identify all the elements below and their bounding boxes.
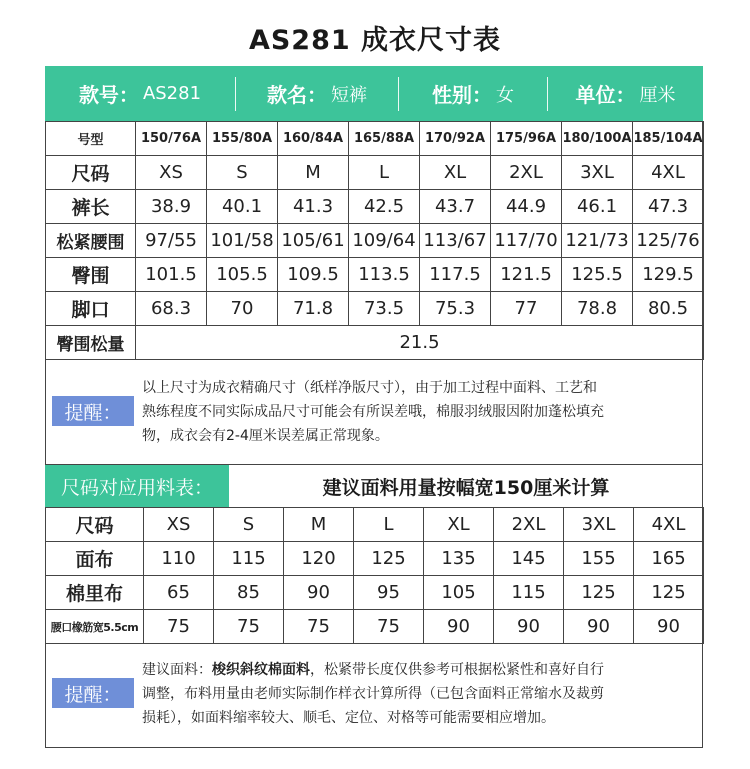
table-cell: 113/67 bbox=[420, 224, 491, 258]
table-cell: 135 bbox=[424, 542, 494, 576]
usage-tag: 尺码对应用料表： bbox=[45, 465, 229, 507]
table-cell: 4XL bbox=[634, 508, 704, 542]
tip-line-rest: ，松紧带长度仅供参考可根据松紧性和喜好自行 bbox=[310, 662, 604, 678]
table-cell: 73.5 bbox=[349, 292, 420, 326]
tip-line: 以上尺寸为成衣精确尺寸（纸样净版尺寸），由于加工过程中面料、工艺和 bbox=[142, 380, 597, 396]
table-cell: 125 bbox=[634, 576, 704, 610]
table-cell: 75 bbox=[144, 610, 214, 644]
tip-pre: 建议面料： bbox=[142, 662, 212, 678]
row-header-size: 尺码 bbox=[46, 508, 144, 542]
table-cell: 70 bbox=[207, 292, 278, 326]
table-cell: 68.3 bbox=[136, 292, 207, 326]
page-title: AS281 成衣尺寸表 bbox=[248, 25, 502, 56]
table-cell: 125 bbox=[354, 542, 424, 576]
table-cell: XL bbox=[420, 156, 491, 190]
gender bbox=[399, 66, 547, 121]
row-header-hem: 脚口 bbox=[46, 292, 136, 326]
style-name bbox=[236, 66, 398, 121]
table-cell: 3XL bbox=[562, 156, 633, 190]
row-header-hip: 臀围 bbox=[46, 258, 136, 292]
table-cell: 97/55 bbox=[136, 224, 207, 258]
unit-label: 单位： bbox=[575, 83, 636, 107]
table-cell: 101/58 bbox=[207, 224, 278, 258]
table-cell: XS bbox=[144, 508, 214, 542]
table-cell: 90 bbox=[424, 610, 494, 644]
table-cell: 121.5 bbox=[491, 258, 562, 292]
table-cell: 175/96A bbox=[491, 122, 562, 156]
table-row bbox=[46, 258, 704, 292]
table-cell: 80.5 bbox=[633, 292, 704, 326]
style-no-value: AS281 bbox=[142, 83, 202, 104]
table-cell: 145 bbox=[494, 542, 564, 576]
table-row bbox=[46, 156, 704, 190]
table-cell: 65 bbox=[144, 576, 214, 610]
table-cell: 105.5 bbox=[207, 258, 278, 292]
table-cell: 160/84A bbox=[278, 122, 349, 156]
row-header-size-code: 号型 bbox=[46, 122, 136, 156]
table-cell: 75 bbox=[354, 610, 424, 644]
usage-table bbox=[45, 507, 704, 644]
table-cell: 90 bbox=[494, 610, 564, 644]
table-cell: 46.1 bbox=[562, 190, 633, 224]
table-cell: 115 bbox=[494, 576, 564, 610]
table-cell: 155/80A bbox=[207, 122, 278, 156]
row-header-fabric: 面布 bbox=[46, 542, 144, 576]
size-table bbox=[45, 121, 704, 360]
tip-text bbox=[142, 658, 698, 730]
unit bbox=[548, 66, 703, 121]
table-cell: M bbox=[284, 508, 354, 542]
table-cell: 185/104A bbox=[633, 122, 704, 156]
tip-line: 熟练程度不同实际成品尺寸可能会有所误差哦，棉服羽绒服因附加蓬松填充 bbox=[142, 404, 604, 420]
table-cell: 3XL bbox=[564, 508, 634, 542]
table-cell: 85 bbox=[214, 576, 284, 610]
tip-line bbox=[142, 658, 698, 682]
row-header-waist-elastic: 腰口橡筋宽5.5cm bbox=[46, 610, 144, 644]
gender-value: 女 bbox=[496, 84, 514, 106]
table-cell: 40.1 bbox=[207, 190, 278, 224]
tip-text bbox=[142, 376, 698, 448]
table-cell: 47.3 bbox=[633, 190, 704, 224]
table-cell: 105/61 bbox=[278, 224, 349, 258]
table-row bbox=[46, 292, 704, 326]
table-cell: 90 bbox=[564, 610, 634, 644]
row-header-length: 裤长 bbox=[46, 190, 136, 224]
table-cell: 95 bbox=[354, 576, 424, 610]
table-row bbox=[46, 190, 704, 224]
table-cell: 38.9 bbox=[136, 190, 207, 224]
table-cell: 117.5 bbox=[420, 258, 491, 292]
usage-title: 建议面料用量按幅宽150厘米计算 bbox=[322, 476, 610, 499]
row-header-hip-ease: 臀围松量 bbox=[46, 326, 136, 360]
table-cell: L bbox=[349, 156, 420, 190]
table-cell: L bbox=[354, 508, 424, 542]
hip-ease-value: 21.5 bbox=[136, 326, 704, 360]
table-cell: 110 bbox=[144, 542, 214, 576]
table-row bbox=[46, 610, 704, 644]
table-cell: 75 bbox=[214, 610, 284, 644]
table-row bbox=[46, 576, 704, 610]
tip-badge: 提醒： bbox=[52, 396, 134, 426]
table-cell: 129.5 bbox=[633, 258, 704, 292]
table-cell: 90 bbox=[284, 576, 354, 610]
table-cell: 101.5 bbox=[136, 258, 207, 292]
table-cell: 125/76 bbox=[633, 224, 704, 258]
table-cell: 180/100A bbox=[562, 122, 633, 156]
table-row bbox=[46, 508, 704, 542]
tip-line: 调整，布料用量由老师实际制作样衣计算所得（已包含面料正常缩水及裁剪 bbox=[142, 686, 604, 702]
table-cell: 109.5 bbox=[278, 258, 349, 292]
table-cell: 125.5 bbox=[562, 258, 633, 292]
table-cell: 43.7 bbox=[420, 190, 491, 224]
table-cell: S bbox=[207, 156, 278, 190]
row-header-waist: 松紧腰围 bbox=[46, 224, 136, 258]
tip-bold-fabric: 梭织斜纹棉面料 bbox=[212, 662, 310, 678]
table-cell: 77 bbox=[491, 292, 562, 326]
table-cell: XL bbox=[424, 508, 494, 542]
header-bar bbox=[45, 66, 703, 121]
table-cell: S bbox=[214, 508, 284, 542]
table-cell: XS bbox=[136, 156, 207, 190]
style-name-value: 短裤 bbox=[331, 84, 367, 106]
gender-label: 性别： bbox=[432, 83, 492, 107]
tip-line: 损耗），如面料缩率较大、顺毛、定位、对格等可能需要相应增加。 bbox=[142, 710, 555, 726]
table-cell: 120 bbox=[284, 542, 354, 576]
table-cell: 78.8 bbox=[562, 292, 633, 326]
tip-box-2 bbox=[45, 642, 703, 748]
table-cell: 117/70 bbox=[491, 224, 562, 258]
style-name-label: 款名： bbox=[267, 83, 327, 107]
table-cell: 41.3 bbox=[278, 190, 349, 224]
table-cell: 165/88A bbox=[349, 122, 420, 156]
row-header-size: 尺码 bbox=[46, 156, 136, 190]
table-cell: 155 bbox=[564, 542, 634, 576]
table-cell: 75 bbox=[284, 610, 354, 644]
table-cell: 4XL bbox=[633, 156, 704, 190]
table-cell: 42.5 bbox=[349, 190, 420, 224]
table-cell: 2XL bbox=[491, 156, 562, 190]
table-cell: 125 bbox=[564, 576, 634, 610]
table-cell: 109/64 bbox=[349, 224, 420, 258]
row-header-cotton-lining: 棉里布 bbox=[46, 576, 144, 610]
table-cell: 165 bbox=[634, 542, 704, 576]
table-cell: 150/76A bbox=[136, 122, 207, 156]
table-cell: M bbox=[278, 156, 349, 190]
table-cell: 44.9 bbox=[491, 190, 562, 224]
table-row bbox=[46, 542, 704, 576]
table-cell: 105 bbox=[424, 576, 494, 610]
style-no bbox=[45, 66, 235, 121]
table-cell: 170/92A bbox=[420, 122, 491, 156]
table-row bbox=[46, 122, 704, 156]
style-no-label: 款号： bbox=[78, 83, 139, 107]
table-cell: 121/73 bbox=[562, 224, 633, 258]
unit-value: 厘米 bbox=[639, 84, 676, 106]
table-cell: 115 bbox=[214, 542, 284, 576]
usage-header bbox=[45, 465, 703, 507]
table-row bbox=[46, 224, 704, 258]
tip-box-1 bbox=[45, 361, 703, 465]
table-cell: 113.5 bbox=[349, 258, 420, 292]
table-cell: 2XL bbox=[494, 508, 564, 542]
table-cell: 75.3 bbox=[420, 292, 491, 326]
tip-line: 物，成衣会有2-4厘米误差属正常现象。 bbox=[142, 428, 389, 444]
table-cell: 71.8 bbox=[278, 292, 349, 326]
table-row bbox=[46, 326, 704, 360]
tip-badge: 提醒： bbox=[52, 678, 134, 708]
table-cell: 90 bbox=[634, 610, 704, 644]
